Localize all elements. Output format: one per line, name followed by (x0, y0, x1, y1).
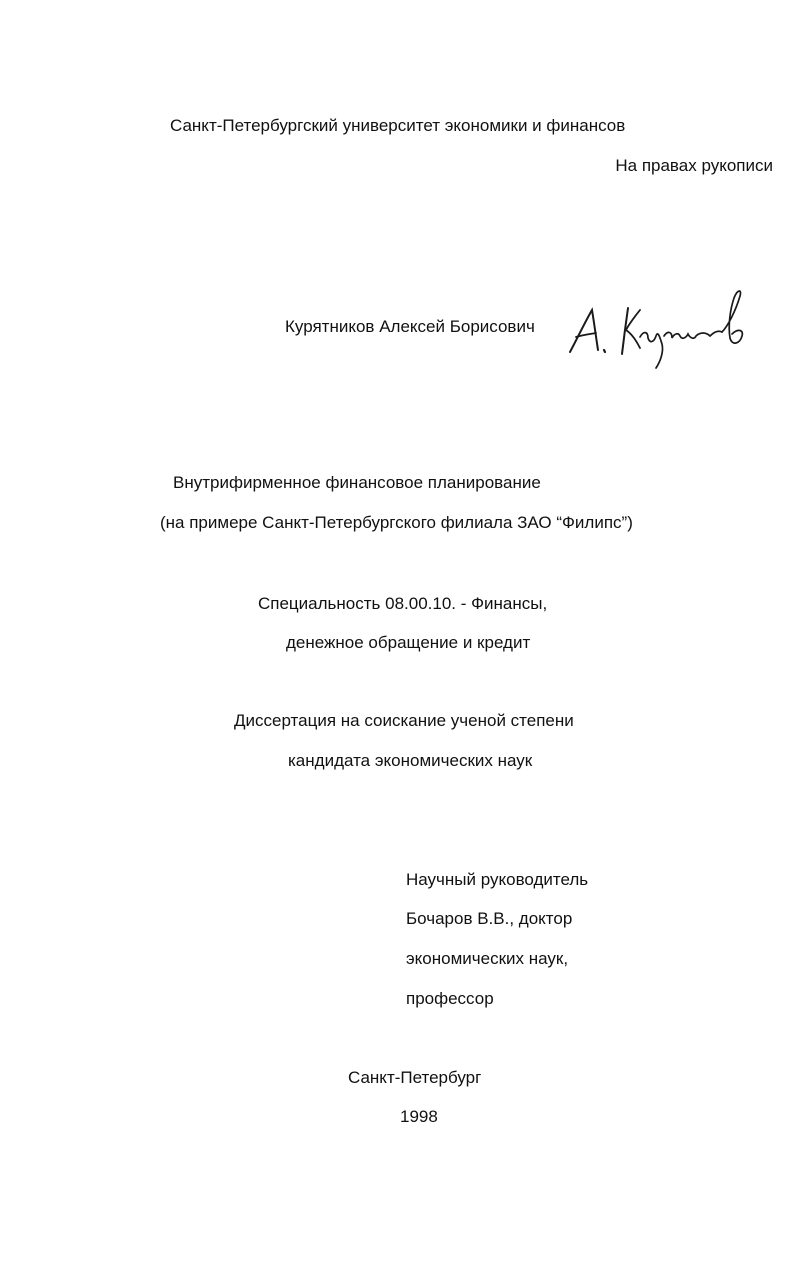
dissertation-subtitle: (на примере Санкт-Петербургского филиала ЗАО “Филипс”) (160, 513, 633, 532)
advisor-line-1: Научный руководитель (406, 870, 589, 889)
specialty-line-1: Специальность 08.00.10. - Финансы, (258, 594, 548, 613)
advisor-line-2: Бочаров В.В., доктор (406, 909, 573, 928)
author-signature (560, 282, 760, 372)
university-name: Санкт-Петербургский университет экономики и финансов (170, 116, 626, 135)
city: Санкт-Петербург (348, 1068, 482, 1087)
advisor-line-4: профессор (406, 989, 494, 1008)
advisor-line-3: экономических наук, (406, 949, 569, 968)
dissertation-degree-line-1: Диссертация на соискание ученой степени (234, 711, 574, 730)
dissertation-degree-line-2: кандидата экономических наук (288, 751, 533, 770)
dissertation-title: Внутрифирменное финансовое планирование (173, 473, 541, 492)
author-name: Курятников Алексей Борисович (285, 317, 535, 336)
year: 1998 (400, 1107, 438, 1126)
manuscript-note: На правах рукописи (615, 156, 773, 175)
specialty-line-2: денежное обращение и кредит (286, 633, 531, 652)
